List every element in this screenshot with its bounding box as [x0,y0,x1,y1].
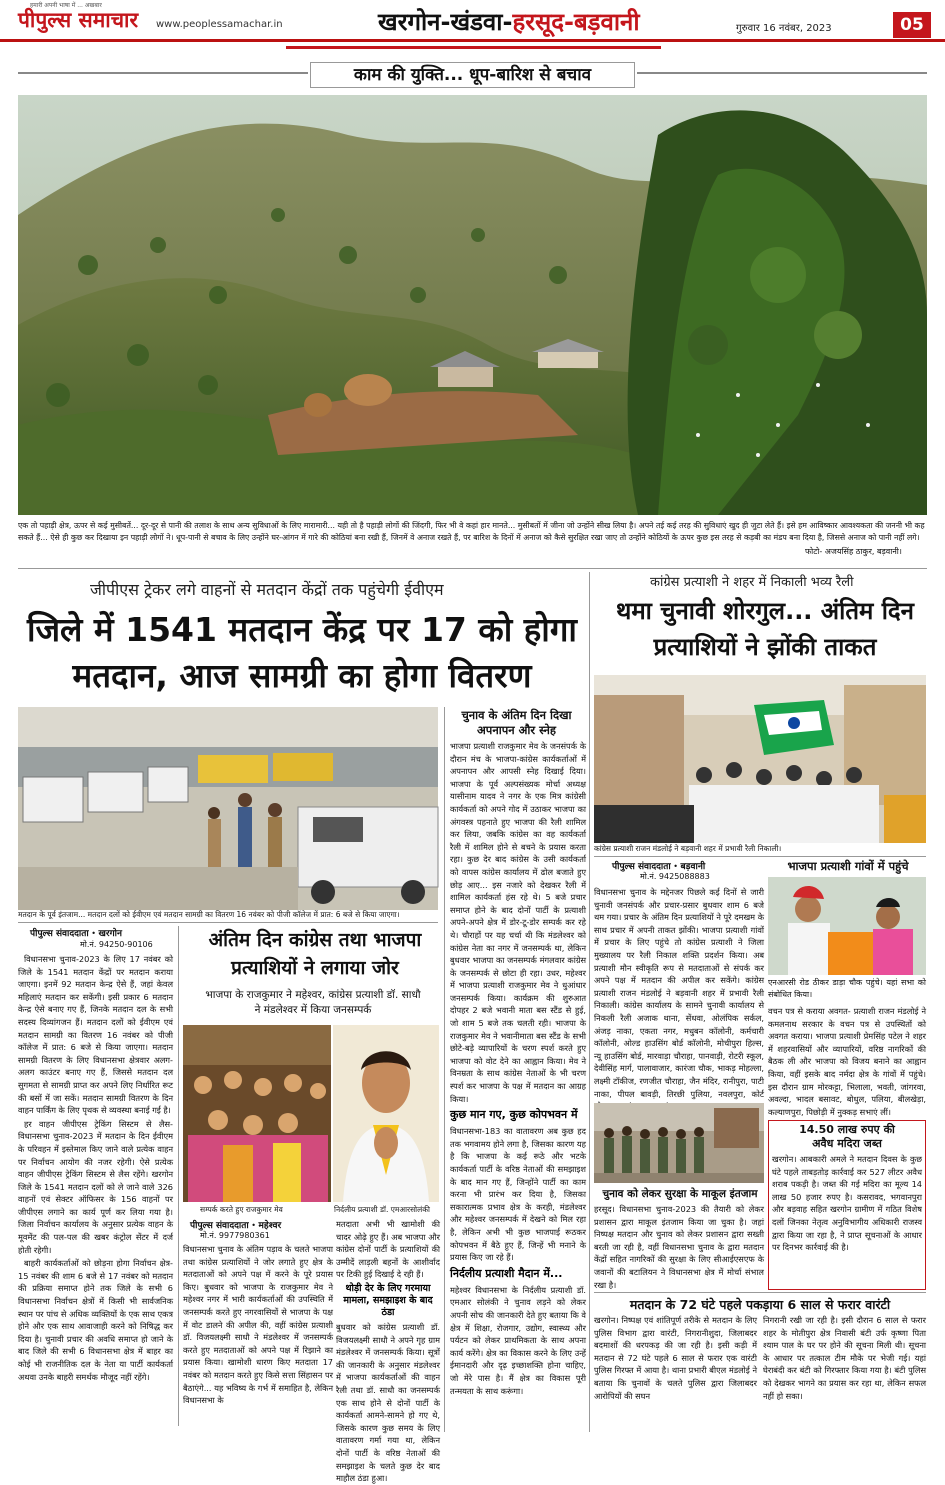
security-title: चुनाव को लेकर सुरक्षा के माकूल इंतजाम [602,1188,758,1200]
candidate-portrait [333,1025,439,1202]
divider [594,856,926,857]
campaign-photo1-caption: सम्पर्क करते हुए राजकुमार मेव [200,1205,283,1214]
feature-title: काम की युक्ति... धूप-बारिश से बचाव [310,62,635,88]
logo-text: पीपुल्स समाचार [18,8,139,32]
parking-image [18,707,438,910]
lead-mobile: मो.नं. 94250-90106 [80,940,153,949]
feature-caption: एक तो पहाड़ी क्षेत्र, ऊपर से कई मुसीबतें... दूर-दूर से पानी की तलाश के साथ अन्य सुविधाओं के लिए मारामारी... यही तो है पहाड़ी लोगों की जिंदगी, फिर भी वे कहां हार मानते... मुसीबतों में जीना जो उन्होंने सीख लिया है। अपने तई कई तरह की सुविधाएं खुद ही जुटा लेते हैं। इसे हम आविष्कार आवश्यकता की जननी भी कह सकते हैं... ऐसे ही कुछ कर दिखाया इन पहाड़ी लोगों ने। धूप-पानी से बचाव के लिए उन्होंने घर-आंगन में गारे की कोठियां बना रखी हैं, जिनमें वे अनाज रखते हैं, पर बारिश के दिनों में अनाज को कैसे सुरक्षित रखा जाए तो उन्होंने कोठियों के ऊपर कुछ इस तरह से कड़बी का मंडप बना दिया है, जिससे अनाज को पानी नहीं लगे। [18,521,925,542]
campaign-body-b: मतदाता अभी भी खामोशी की चादर ओढ़े हुए हैं। अब भाजपा और कांग्रेस दोनों पार्टी के प्रत्याशियों की उम्मीदें लाड़ली बहनों के आशीर्वाद पर टिकी हुई दिखाई दे रही हैं। [336,1219,440,1280]
rally-byline-place: बड़वानी [680,862,706,872]
lead-headline-line-2: मतदान, आज सामग्री का होगा वितरण [72,656,532,695]
campaign-body-right [336,1218,440,1484]
lead-subheading: जीपीएस ट्रेकर लगे वाहनों से मतदान केंद्रों तक पहुंचेगी ईवीएम [90,580,444,599]
site-url[interactable]: www.peoplessamachar.in [156,19,283,30]
security-body: हरसूद। विधानसभा चुनाव-2023 की तैयारी को लेकर प्रशासन द्वारा माकूल इंतजाम किया जा चुका है। जहां निष्पक्ष मतदान और चुनाव को लेकर प्रशासन द्वारा सख्ती बरती जा रही है, वहीं विधानसभा चुनाव के द्वारा मतदान केंद्रों सहित नागरिकों की सुरक्षा के लिए सीआईएसएफ के जवानों की बटालियन ने विधानसभा क्षेत्र में मोर्चा संभाल रखा है। [594,1204,764,1290]
middle-heading-line-1: चुनाव के अंतिम दिन दिखा [461,708,572,722]
lead-byline-place: खरगोन [98,929,122,939]
lead-headline [22,607,582,699]
campaign-byline-place: महेश्वर [258,1221,282,1231]
middle-body-3: महेश्वर विधानसभा के निर्दलीय प्रत्याशी डॉ. एमआर सोलंकी ने चुनाव लड़ने को लेकर अपनी सोच की जानकारी देते हुए बताया कि वे क्षेत्र में शिक्षा, रोजगार, उद्योग, स्वास्थ्य और पर्यटन को लेकर प्राथमिकता के साथ अपना कार्य करेंगे। क्षेत्र का विकास करने के लिए उन्हें ईमानदारी और दृढ़ इच्छाशक्ति होना चाहिए, जो मेरे पास है। मैं क्षेत्र का विकास पूरी तन्मयता के साथ करूंगा। [450,1284,586,1396]
villagers-image [768,877,926,975]
warrant-body-b: निगरानी रखी जा रही है। इसी दौरान 6 साल से फरार शहर के मोतीपुरा क्षेत्र निवासी बंटी उर्फ कृष्णा पिता श्याम पाल के घर पर होने की सूचना मिली थी। सूचना के आधार पर तत्काल टीम मौके पर भेजी गई। यहां घेराबंदी कर बंटी को गिरफ्तार किया गया है। बंटी पुलिस को देखकर भागने का प्रयास कर रहा था, लेकिन सफल नहीं हो सका। [763,1315,926,1401]
warrant-body-a: खरगोन। निष्पक्ष एवं शांतिपूर्ण तरीके से मतदान के लिए पुलिस विभाग द्वारा वारंटी, निगरानीशुदा, जिलाबदर बदमाशों की धरपकड़ की जा रही है। इसी कड़ी में मतदान से 72 घंटे पहले 6 साल से फरार एक वारंटी पुलिस गिरफ्त में आया है। थाना प्रभारी बीएल मंडलोई ने बताया कि चुनावों के चलते पुलिस द्वारा जिलाबदर आरोपियों की सघन [594,1315,757,1401]
rally-mobile: मो.नं. 9425088883 [640,872,710,881]
header-stripe [286,46,661,49]
campaign-photo2-caption: निर्दलीय प्रत्याशी डॉ. एमआरसोलंकी [334,1205,430,1214]
middle-subhead-1: कुछ मान गए, कुछ कोपभवन में [450,1108,578,1122]
rally-photo [594,675,926,843]
rally-byline: पीपुल्स संवाददाता • बड़वानी [612,862,706,872]
campaign-subheading-line-1: भाजपा के राजकुमार ने महेश्वर, कांग्रेस प्रत्याशी डॉ. साधौ [205,989,421,1001]
column-divider [589,572,590,1432]
campaign-byline: पीपुल्स संवाददाता • महेश्वर [190,1221,282,1231]
crowd-image [183,1025,331,1202]
lead-paragraph-3: बाहरी कार्यकर्ताओं को छोड़ना होगा निर्वाचन क्षेत्र- 15 नवंबर की शाम 6 बजे से 17 नवंबर को मतदान की प्रक्रिया समाप्त होने तक जिले के सभी 6 विधानसभा निर्वाचन क्षेत्रों में किसी भी सार्वजनिक स्थान पर पांच से अधिक व्यक्तियों के एक साथ एकत्र होने और एक साथ आवाजाही करने को निषिद्ध कर दिया है। चुनावी प्रचार की अवधि समाप्त हो जाने के बाद जिले की सभी 6 विधानसभा क्षेत्र में बाहर का कोई भी राजनीतिक दल के नेता या पार्टी कार्यकर्ता अथवा उनके बाहरी समर्थक मौजूद नहीं रहेंगे। [18,1258,173,1382]
rally-subheading: कांग्रेस प्रत्याशी ने शहर में निकाली भव्य रैली [650,575,854,590]
rally-headline-line-2: प्रत्याशियों ने झोंकी ताकत [653,633,877,661]
middle-heading [449,708,584,738]
middle-body [450,740,586,1430]
middle-heading-line-2: अपनापन और स्नेह [477,723,556,737]
middle-subhead-2: निर्दलीय प्रत्याशी मैदान में... [450,1266,563,1280]
rally-image [594,675,926,843]
lead-paragraph-2: हर वाहन जीपीएस ट्रेकिंग सिस्टम से लैस- विधानसभा चुनाव-2023 में मतदान के दिन ईवीएम के परिवहन में इस्तेमाल किए जाने वाले प्रत्येक वाहन पर निर्वाचन आयोग की नजर रहेगी। ऐसे प्रत्येक वाहन जीपीएस ट्रेकिंग सिस्टम से लैस रहेंगे। खरगोन जिले के 1541 मतदान दलों को ले जाने वाले 326 वाहनों एवं सेक्टर ऑफिसर के 156 वाहनों पर जीपीएस लगाने का कार्य पूर्ण कर लिया गया है। जिला निर्वाचन कार्यालय के अनुसार प्रत्येक वाहन के मूवमेंट की पल-पल की खबर कंट्रोल सेंटर में दर्ज होती रहेगी। [18,1118,173,1255]
campaign-headline-line-1: अंतिम दिन कांग्रेस तथा भाजपा [208,929,422,951]
lead-photo-caption: मतदान के पूर्व इंतजाम... मतदान दलों को ईवीएम एवं मतदान सामग्री का वितरण 16 नवंबर को पीजी कॉलेज में प्रात: 6 बजे से किया जाएगा। [18,910,400,919]
logo-tagline: हमारी अपनी भाषा में ... अखबार [30,2,102,9]
rally-headline-line-1: थमा चुनावी शोरगुल... अंतिम दिन [615,597,914,625]
divider [18,568,927,569]
page-number: 05 [893,12,931,38]
campaign-byline-name: पीपुल्स संवाददाता [190,1221,249,1231]
villages-photo [768,877,926,975]
campaign-mobile: मो.नं. 9977980361 [200,1231,270,1240]
landscape-image [18,95,927,515]
campaign-headline [190,926,440,982]
divider [18,922,438,923]
region-title [378,5,640,38]
campaign-subheading [182,988,444,1018]
rally-byline-name: पीपुल्स संवाददाता [612,862,671,872]
rally-photo-caption: कांग्रेस प्रत्याशी राजन मंडलोई ने बड़वानी शहर में प्रभावी रैली निकाली। [594,844,782,853]
divider [594,1292,926,1293]
column-divider [178,926,179,1426]
campaign-body-a: विधानसभा चुनाव के अंतिम पड़ाव के चलते भाजपा तथा कांग्रेस प्रत्याशियों ने जोर लगाते हुए क्षेत्र के मतदाताओं को अपने पक्ष में करने के पूरे प्रयास किए। बुधवार को भाजपा के राजकुमार मेव ने महेश्वर नगर में भारी कार्यकर्ताओं की उपस्थिति में जनसम्पर्क करते हुए नगरवासियों से भाजपा के पक्ष में वोट डालने की अपील की, वहीं कांग्रेस प्रत्याशी डॉ. विजयलक्ष्मी साधौ ने मंडलेश्वर में जनसम्पर्क करते हुए मतदाताओं को अपने पक्ष में रिझाने का प्रयास किया। खामोशी धारण किए मतदाता 17 नवंबर को मतदान करते हुए किसे सत्ता सिंहासन पर बैठाएंगे... यह भविष्य के गर्भ में समाहित है, लेकिन विधानसभा के [183,1244,333,1406]
feature-photo-hills [18,95,927,515]
security-photo [594,1103,764,1183]
villages-photo-caption: एनआरसी रोड ठीकर डाड़ा चौक पहुंचे। यहां सभा को संबोधित किया। [768,978,926,999]
campaign-photo-candidate [333,1025,439,1202]
campaign-body-c: बुधवार को कांग्रेस प्रत्याशी डॉ. विजयलक्ष्मी साधौ ने अपने गृह ग्राम मंडलेश्वर में जनसम्पर्क किया। सूत्रों की जानकारी के अनुसार मंडलेश्वर में भाजपा कार्यकर्ताओं की वाहन रैली तथा डॉ. साधौ का जनसम्पर्क एक साथ होने से दोनों पार्टी के कार्यकर्ता आमने-सामने हो गए थे, जिसके कारण कुछ समय के लिए वातावरण गर्मा गया था, लेकिन दोनों पार्टी के वरिष्ठ नेताओं की समझाइश के चलते कुछ देर बाद माहौल ठंडा हुआ। [336,1321,440,1484]
lead-headline-line-1: जिले में 1541 मतदान केंद्र पर 17 को होगा [27,610,577,649]
villages-title: भाजपा प्रत्याशी गांवों में पहुंचे [787,859,909,873]
newspaper-logo [18,2,139,34]
rally-headline [595,593,935,665]
region-title-a: खरगोन-खंडवा- [378,8,513,36]
rally-body: विधानसभा चुनाव के मद्देनजर पिछले कई दिनों से जारी चुनावी जनसंपर्क और प्रचार-प्रसार बुधवार शाम 6 बजे थम गया। प्रचार के अंतिम दिन प्रत्याशियों ने पूरे दमखम के साथ प्रचार में अपनी ताकत झोंकी। भाजपा प्रत्याशी गांवों में प्रचार के लिए पहुंचे तो कांग्रेस प्रत्याशी ने जिला मुख्यालय पर रैली निकाल शक्ति प्रदर्शन किया। अब प्रत्याशी मौन स्वीकृति रूप से मतदाताओं से संपर्क कर अपने पक्ष में मतदान की अपील कर सकेंगे। कांग्रेस प्रत्याशी राजन मंडलोई ने बड़वानी शहर में प्रभावी रैली निकाली। कांग्रेस कार्यालय के सामने चुनावी कार्यालय से निकली रैली अजाक थाना, सेंधवा, ओलंपिक सर्कल, अंजड़ नाका, एकता नगर, मधुबन कॉलोनी, कर्मचारी कॉलोनी, ओल्ड हाउसिंग बोर्ड कॉलोनी, मोचीपुरा हिल्स, न्यू हाउसिंग बोर्ड, मारवाड़ा चौराहा, पानवाड़ी, रोटरी स्कूल, देवीसिंह मार्ग, पालावाजार, कारंजा चौक, भाकड़ मोहल्ला, लक्ष्मी टॉकीज, रणजीत चौराहा, जैन मंदिर, रानीपुरा, पाटी नाका, पीपल बावड़ी, तिरछी पुलिया, नवलपुरा, कोर्ट [594,887,764,1099]
liquor-title-line-2: अवैध मदिरा जब्त [812,1137,882,1150]
lead-paragraph-1: विधानसभा चुनाव-2023 के लिए 17 नवंबर को जिले के 1541 मतदान केंद्रों पर मतदान कराया जाएगा। इनमें 92 मतदान केन्द्र ऐसे हैं, जहां केवल महिलाएं मतदान कर सकेंगी। इसी प्रकार 6 मतदान केन्द्र ऐसे बनाए गए हैं, जिनके मतदान दल के सभी सदस्य दिव्यांगजन हैं। मतदान दलों को ईवीएम एवं मतदान सामग्री का वितरण 16 नवंबर को पीजी कॉलेज में प्रात: 6 बजे से किया जाएगा। मतदान सामग्री वितरण के लिए विधानसभा क्षेत्रवार अलग-अलग काउंटर बनाए गए हैं, जिससे मतदान दल सुगमता से सामग्री प्राप्त कर अपने लिए निर्धारित रूट की बसों में जा सकें। मतदान सामग्री वितरण के दिन वाहन पार्किंग के लिए पृथक से व्यवस्था बनाई गई है। [18,954,173,1116]
middle-body-1: भाजपा प्रत्याशी राजकुमार मेव के जनसंपर्क के दौरान मंच के भाजपा-कांग्रेस कार्यकर्ताओं में अपनापन और आपसी स्नेह दिखाई दिया। भाजपा के पूर्व अल्पसंख्यक मोर्चा अध्यक्ष यासीनाम यादव ने नगर के एक मित्र कांग्रेसी कार्यकर्ता को अपने गोद में उठाकर भाजपा का अंगवस्त्र पहनाते हुए भाजपा की रैली शामिल कर लिया, जबकि कांग्रेस का वह कार्यकर्ता रैली में शामिल होने से बचने के प्रयास करता रहा। कुछ देर बाद कांग्रेस के उसी कार्यकर्ता को वापस कांग्रेस कार्यालय में ढोल बजाते हुए छोड़ आए... इस नजारे को देखकर रैली में शामिल कार्यकर्ता हंस रहे थे। 5 बजे प्रचार समाप्त होने के बाद दोनों पार्टी के प्रत्याशी अपने-अपने क्षेत्र में डोर-टू-डोर सम्पर्क कर रहे थे। चौराहों पर यह चर्चा थी कि मंडलेश्वर को कांग्रेस नेता का नगर में जनसम्पर्क था, लेकिन बुधवार भाजपा का जनसम्पर्क मंगलवार कांग्रेस के जनसम्पर्क से छोटा ही रहा। उधर, महेश्वर में भाजपा प्रत्याशी राजकुमार मेव ने धुआंधार जनसम्पर्क किया। कार्यक्रम की शुरुआत दोपहर 2 बजे भवानी माता बस स्टैंड से हुई, जो शाम 5 बजे तक चलती रही। भाजपा के राजकुमार मेव ने भवानीमाता बस स्टैंड के सभी छोटे-बड़े व्यापारियों के चरण स्पर्श करते हुए भाजपा को वोट देने का आह्वान किया। मेव ने विनम्रता के साथ कांग्रेस नेताओं के भी चरण स्पर्श कर भाजपा के पक्ष में मतदान का आग्रह किया। [450,741,586,1104]
liquor-title [770,1123,924,1151]
column-divider [444,707,445,1432]
campaign-photo-crowd [183,1025,331,1202]
villages-body: वचन पत्र से कराया अवगत- प्रत्याशी राजन मंडलोई ने कमलनाथ सरकार के वचन पत्र से उपस्थितों को अवगत कराया। भाजपा प्रत्याशी प्रेमसिंह पटेल ने शहर में शहरवासियों और व्यापारियों, वरिष्ठ नागरिकों की बैठक ली और भाजपा को विजय बनाने का आह्वान किया, वहीं इसके बाद नर्मदा क्षेत्र के गांवों में पहुंचे। इस दौरान ग्राम मोरकट्टा, भिलाला, भवती, जांगरवा, अवल्दा, भादल बसावट, बोधुल, पलिया, बीलखेड़ा, कल्याणपुरा, पिछोड़ी में नुक्कड़ सभाएं लीं। [768,1006,926,1117]
liquor-title-line-1: 14.50 लाख रुपए की [799,1123,895,1136]
campaign-subhead: थोड़ी देर के लिए गरमाया मामला, समझाइश के बाद ठंडा [343,1282,433,1318]
liquor-body: खरगोन। आबकारी अमले ने मतदान दिवस के कुछ घंटे पहले ताबड़तोड़ कार्रवाई कर 527 लीटर अवैध शराब पकड़ी है। जब्त की गई मदिरा का मूल्य 14 लाख 50 हजार रुपए है। कसरावद, भगवानपुरा और बड़वाह सहित खरगोन ग्रामीण में गठित विशेष दलों जिनका नेतृत्व अनुविभागीय अधिकारी राजस्व द्वारा किया जा रहा है, ने प्राप्त सूचनाओं के आधार पर दिनभर कार्रवाई की है। [772,1154,922,1253]
lead-body [18,953,173,1433]
issue-date: गुरुवार 16 नवंबर, 2023 [736,23,832,34]
campaign-subheading-line-2: ने मंडलेश्वर में किया जनसम्पर्क [254,1004,372,1016]
photo-credit: फोटो- अजयसिंह ठाकुर, बड़वानी। [805,547,902,556]
warrant-title: मतदान के 72 घंटे पहले पकड़ाया 6 साल से फरार वारंटी [629,1297,891,1312]
campaign-headline-line-2: प्रत्याशियों ने लगाया जोर [231,957,399,979]
lead-photo-vehicles [18,707,438,910]
lead-byline-name: पीपुल्स संवाददाता [30,929,89,939]
middle-body-2: विधानसभा-183 का वातावरण अब कुछ हद तक भगवामय होने लगा है, जिसका कारण यह है कि भाजपा के कई रूठे और भटके कार्यकर्ता पार्टी के वरिष्ठ नेताओं की समझाइश के बाद मान गए हैं, जिन्होंने पार्टी का काम करना भी प्रारंभ कर दिया है, जिसका सकारात्मक प्रभाव क्षेत्र के करही, मंडलेश्वर और महेश्वर जनसम्पर्क में देखने को मिल रहा है, लेकिन अभी भी कुछ भाजपाई रूठकर कोपभवन में बैठे हुए हैं, जिन्हें भी मनाने के प्रयास किए जा रहे हैं। [450,1126,586,1263]
lead-byline: पीपुल्स संवाददाता • खरगोन [30,929,122,939]
security-forces-image [594,1103,764,1183]
region-title-b: हरसूद-बड़वानी [512,8,640,36]
